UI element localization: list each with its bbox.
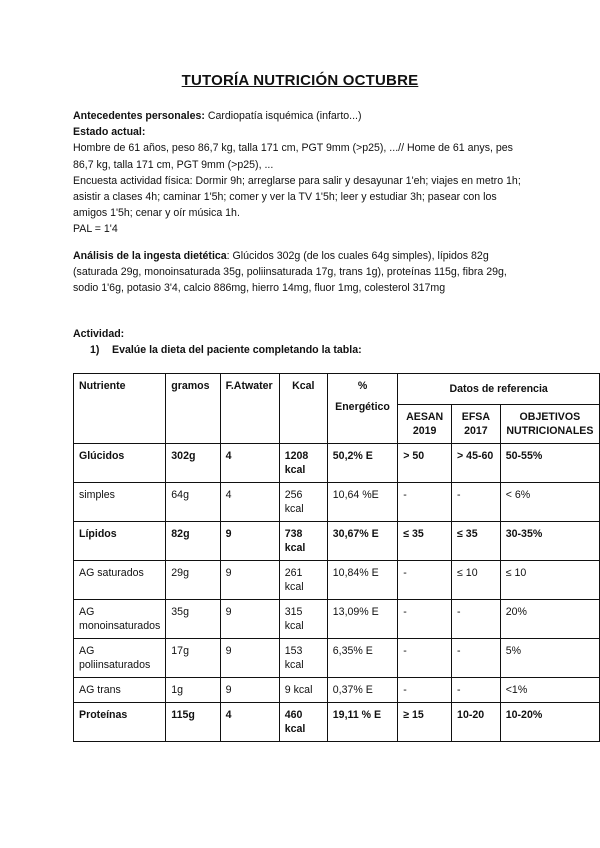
cell-kcal: 460 kcal: [279, 703, 327, 742]
cell-objetivos: 5%: [500, 639, 599, 678]
antecedentes-line: [73, 108, 533, 124]
cell-efsa: -: [452, 483, 501, 522]
col-header-nutriente: Nutriente: [74, 374, 166, 444]
col-header-pct: [327, 374, 397, 444]
cell-pct: 30,67% E: [327, 522, 397, 561]
estado-line-1: Hombre de 61 años, peso 86,7 kg, talla 171 cm, PGT 9mm (>p25), ...// Home de 61 anys, pes 86,7 kg, talla 171 cm, PGT 9mm (>p25), ...: [73, 142, 513, 171]
cell-gramos: 302g: [166, 444, 220, 483]
cell-nutriente: AG saturados: [74, 561, 166, 600]
cell-pct: 10,64 %E: [327, 483, 397, 522]
analisis-label: Análisis de la ingesta dietética: [73, 250, 227, 262]
cell-pct: 13,09% E: [327, 600, 397, 639]
col-header-objetivos: OBJETIVOS NUTRICIONALES: [500, 405, 599, 444]
cell-aesan: -: [398, 678, 452, 703]
cell-factor: 9: [220, 561, 279, 600]
analisis-block: [73, 248, 533, 297]
analisis-line: [73, 248, 533, 297]
table-row: [74, 522, 600, 561]
cell-gramos: 35g: [166, 600, 220, 639]
cell-kcal: 9 kcal: [279, 678, 327, 703]
estado-line-3: PAL = 1'4: [73, 223, 118, 236]
cell-factor: 9: [220, 639, 279, 678]
cell-nutriente: Glúcidos: [74, 444, 166, 483]
cell-pct: 50,2% E: [327, 444, 397, 483]
col-header-gramos: gramos: [166, 374, 220, 444]
table-row: [74, 639, 600, 678]
cell-gramos: 17g: [166, 639, 220, 678]
cell-efsa: ≤ 35: [452, 522, 501, 561]
cell-gramos: 64g: [166, 483, 220, 522]
cell-objetivos: 50-55%: [500, 444, 599, 483]
cell-nutriente: Lípidos: [74, 522, 166, 561]
cell-pct: 6,35% E: [327, 639, 397, 678]
cell-nutriente: AG poliinsaturados: [74, 639, 166, 678]
cell-aesan: > 50: [398, 444, 452, 483]
cell-aesan: -: [398, 561, 452, 600]
cell-aesan: -: [398, 483, 452, 522]
patient-info: [73, 108, 533, 238]
cell-objetivos: ≤ 10: [500, 561, 599, 600]
col-header-aesan: AESAN 2019: [398, 405, 452, 444]
table-row: [74, 444, 600, 483]
estado-label: Estado actual:: [73, 126, 146, 139]
cell-nutriente: Proteínas: [74, 703, 166, 742]
nutrition-table: [73, 373, 600, 742]
cell-efsa: -: [452, 678, 501, 703]
cell-kcal: 1208 kcal: [279, 444, 327, 483]
table-row: [74, 678, 600, 703]
analisis-value: : Glúcidos 302g (de los cuales 64g simples), lípidos 82g (saturada 29g, monoinsaturada 35g, poliinsaturada 17g, trans 1g), proteínas 115g, fibra 29g, sodio 1'6g, potasio 3'4, calcio 886mg, hierro 14mg, fluor 1mg, colesterol 317mg: [73, 250, 507, 295]
cell-pct: 0,37% E: [327, 678, 397, 703]
cell-efsa: > 45-60: [452, 444, 501, 483]
estado-label-line: [73, 124, 533, 140]
cell-factor: 9: [220, 600, 279, 639]
cell-pct: 19,11 % E: [327, 703, 397, 742]
cell-efsa: ≤ 10: [452, 561, 501, 600]
cell-factor: 9: [220, 522, 279, 561]
cell-aesan: -: [398, 639, 452, 678]
col-header-efsa: EFSA 2017: [452, 405, 501, 444]
table-row: [74, 703, 600, 742]
cell-factor: 4: [220, 483, 279, 522]
cell-efsa: -: [452, 639, 501, 678]
cell-kcal: 315 kcal: [279, 600, 327, 639]
cell-kcal: 153 kcal: [279, 639, 327, 678]
cell-efsa: 10-20: [452, 703, 501, 742]
antecedentes-value: Cardiopatía isquémica (infarto...): [204, 110, 362, 122]
table-body: [74, 444, 600, 742]
actividad-item-text: Evalúe la dieta del paciente completando la tabla:: [112, 344, 362, 357]
cell-nutriente: simples: [74, 483, 166, 522]
cell-pct: 10,84% E: [327, 561, 397, 600]
cell-aesan: ≤ 35: [398, 522, 452, 561]
cell-objetivos: <1%: [500, 678, 599, 703]
estado-line-2: Encuesta actividad física: Dormir 9h; arreglarse para salir y desayunar 1'eh; viajes en metro 1h; asistir a clases 4h; caminar 1'5h; comer y ver la TV 1'5h; leer y estudiar 3h; pasear con los amigos 1'5h; cenar y oír música 1h.: [73, 174, 521, 220]
cell-gramos: 115g: [166, 703, 220, 742]
col-header-fatwater: F.Atwater: [220, 374, 279, 444]
cell-aesan: ≥ 15: [398, 703, 452, 742]
cell-nutriente: AG trans: [74, 678, 166, 703]
cell-objetivos: 20%: [500, 600, 599, 639]
page-title: TUTORÍA NUTRICIÓN OCTUBRE: [181, 72, 419, 89]
col-header-kcal: Kcal: [279, 374, 327, 444]
actividad-heading: [73, 326, 533, 342]
actividad-item: [73, 342, 533, 358]
cell-kcal: 256 kcal: [279, 483, 327, 522]
cell-efsa: -: [452, 600, 501, 639]
actividad-label: Actividad:: [73, 328, 125, 340]
col-header-pct-symbol: %: [357, 380, 368, 392]
cell-objetivos: 30-35%: [500, 522, 599, 561]
cell-objetivos: 10-20%: [500, 703, 599, 742]
cell-aesan: -: [398, 600, 452, 639]
cell-factor: 4: [220, 444, 279, 483]
cell-kcal: 738 kcal: [279, 522, 327, 561]
col-header-ref: Datos de referencia: [398, 374, 600, 405]
cell-nutriente: AG monoinsaturados: [74, 600, 166, 639]
actividad-block: [73, 326, 533, 358]
cell-gramos: 1g: [166, 678, 220, 703]
cell-gramos: 82g: [166, 522, 220, 561]
table-row: [74, 483, 600, 522]
cell-factor: 9: [220, 678, 279, 703]
table-header-row: [74, 374, 600, 405]
table-row: [74, 600, 600, 639]
antecedentes-label: Antecedentes personales:: [73, 110, 205, 122]
cell-gramos: 29g: [166, 561, 220, 600]
cell-objetivos: < 6%: [500, 483, 599, 522]
cell-factor: 4: [220, 703, 279, 742]
cell-kcal: 261 kcal: [279, 561, 327, 600]
table-row: [74, 561, 600, 600]
col-header-pct-label: Energético: [335, 401, 390, 413]
actividad-item-number: 1): [90, 344, 100, 357]
